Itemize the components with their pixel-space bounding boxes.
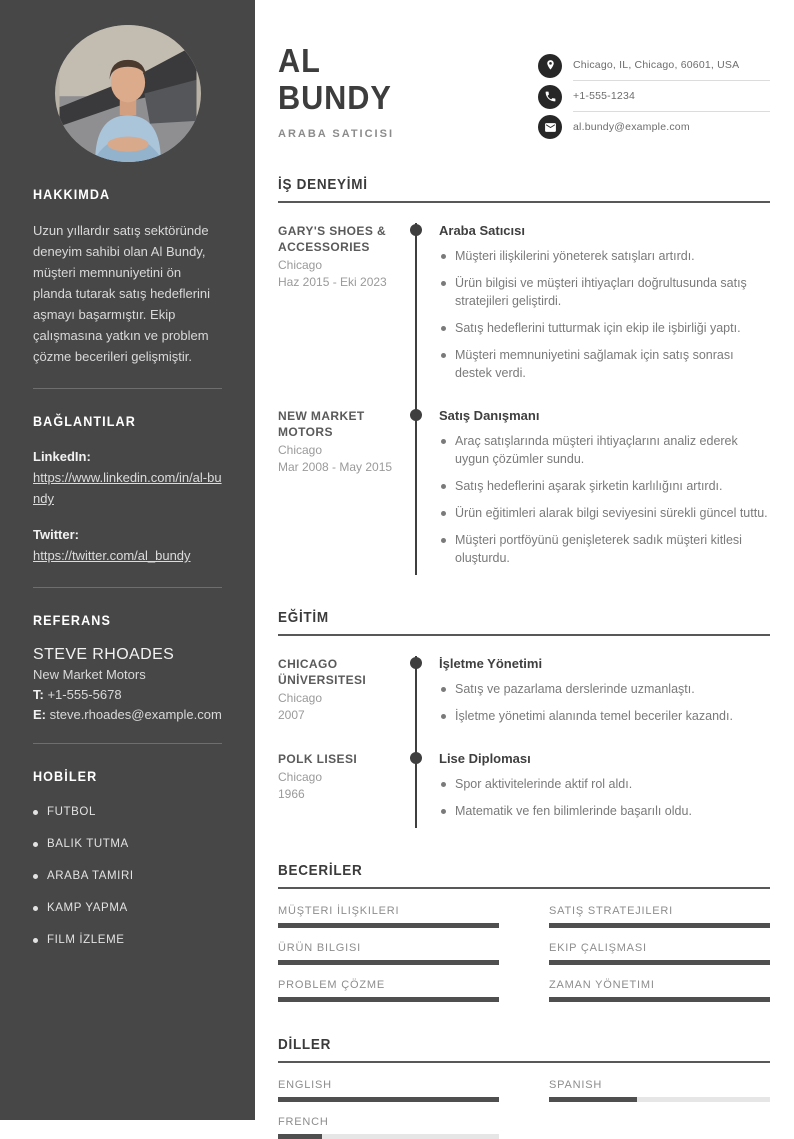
degree-title: İşletme Yönetimi <box>439 656 543 671</box>
contact-block <box>538 50 770 142</box>
email-icon <box>538 115 562 139</box>
hobbies-heading: HOBİLER <box>33 768 98 784</box>
language-meter <box>278 1116 499 1139</box>
skill-meter <box>278 942 499 965</box>
company-location: Chicago <box>278 443 323 457</box>
skill-bar <box>549 960 770 965</box>
school-location: Chicago <box>278 691 323 705</box>
skill-meter <box>549 979 770 1002</box>
sidebar <box>0 0 255 1120</box>
main-content <box>255 0 794 1128</box>
skill-label: MÜŞTERI İLIŞKILERI <box>278 905 400 917</box>
about-heading: HAKKIMDA <box>33 186 111 202</box>
skill-meter <box>278 905 499 928</box>
reference-heading: REFERANS <box>33 612 111 628</box>
skill-bar-fill <box>549 960 770 965</box>
first-name: AL <box>278 42 321 79</box>
education-entry <box>278 751 770 828</box>
skills-section <box>278 862 770 1002</box>
skill-bar <box>549 923 770 928</box>
link-item-linkedin <box>33 446 222 509</box>
name-block <box>278 42 400 142</box>
experience-body <box>278 223 770 575</box>
skill-label: PROBLEM ÇÖZME <box>278 979 385 991</box>
skill-bar-fill <box>278 997 499 1002</box>
bullet-item: Satış hedeflerini aşarak şirketin karlılığını artırdı. <box>439 477 770 495</box>
experience-entry-meta <box>278 408 415 575</box>
education-entry-detail <box>415 751 770 828</box>
bullet-item: Araç satışlarında müşteri ihtiyaçlarını analiz ederek uygun çözümler sundu. <box>439 432 770 468</box>
skill-label: ÜRÜN BILGISI <box>278 942 361 954</box>
skills-heading-rule <box>278 862 770 889</box>
hobby-item: FILM İZLEME <box>33 934 222 946</box>
contact-location-text: Chicago, IL, Chicago, 60601, USA <box>573 50 770 81</box>
language-bar <box>278 1134 499 1139</box>
company-location: Chicago <box>278 258 323 272</box>
hobby-item: KAMP YAPMA <box>33 902 222 914</box>
school-name: POLK LISESI <box>278 752 358 766</box>
bullet-item: Ürün eğitimleri alarak bilgi seviyesini sürekli güncel tuttu. <box>439 504 770 522</box>
reference-email-label: E: <box>33 707 46 722</box>
experience-heading-rule <box>278 176 770 203</box>
degree-bullets <box>439 775 770 820</box>
experience-entry-meta <box>278 223 415 408</box>
school-location: Chicago <box>278 770 323 784</box>
education-entry-meta <box>278 751 415 828</box>
bullet-item: Matematik ve fen bilimlerinde başarılı oldu. <box>439 802 770 820</box>
about-text: Uzun yıllardır satış sektöründe deneyim sahibi olan Al Bundy, müşteri memnuniyetini ön planda tutarak satış hedeflerini aşmayı başarmıştır. Ekip çalışmasına yatkın ve problem çözme becerileri gelişmiştir. <box>33 223 211 364</box>
education-entry-detail <box>415 656 770 751</box>
education-entry-meta <box>278 656 415 751</box>
profile-photo <box>55 25 201 162</box>
sidebar-divider <box>33 743 222 744</box>
skill-bar-fill <box>278 960 499 965</box>
reference-email-value: steve.rhoades@example.com <box>49 707 222 722</box>
profile-photo-illustration <box>55 25 201 162</box>
skill-bar <box>278 923 499 928</box>
language-bar <box>278 1097 499 1102</box>
experience-section <box>278 176 770 575</box>
bullet-item: Satış hedeflerini tutturmak için ekip ile işbirliği yaptı. <box>439 319 770 337</box>
language-label: FRENCH <box>278 1116 329 1128</box>
company-name: GARY'S SHOES & ACCESSORIES <box>278 224 387 254</box>
language-bar-fill <box>278 1134 322 1139</box>
role-bullets <box>439 432 770 567</box>
language-bar-fill <box>549 1097 637 1102</box>
linkedin-label: LinkedIn: <box>33 449 91 464</box>
hobby-list <box>33 806 222 946</box>
skill-bar-fill <box>278 923 499 928</box>
reference-email <box>33 707 222 722</box>
skills-heading: BECERİLER <box>278 862 363 879</box>
role-title: Araba Satıcısı <box>439 223 525 238</box>
experience-heading: İŞ DENEYİMİ <box>278 176 368 193</box>
skill-meter <box>278 979 499 1002</box>
language-label: SPANISH <box>549 1079 603 1091</box>
reference-section <box>33 612 222 722</box>
language-meter <box>549 1079 770 1102</box>
languages-heading: DİLLER <box>278 1036 332 1053</box>
bullet-item: Ürün bilgisi ve müşteri ihtiyaçları doğrultusunda satış stratejileri geliştirdi. <box>439 274 770 310</box>
employment-dates: Haz 2015 - Eki 2023 <box>278 275 387 289</box>
contact-row-location <box>538 50 770 81</box>
skill-meter <box>549 942 770 965</box>
graduation-year: 2007 <box>278 708 305 722</box>
school-name: CHICAGO ÜNİVERSITESI <box>278 657 367 687</box>
company-name: NEW MARKET MOTORS <box>278 409 365 439</box>
education-section <box>278 609 770 828</box>
language-bar <box>549 1097 770 1102</box>
bullet-item: Müşteri ilişkilerini yöneterek satışları artırdı. <box>439 247 770 265</box>
sidebar-divider <box>33 587 222 588</box>
experience-entry-detail <box>415 408 770 575</box>
bullet-item: Spor aktivitelerinde aktif rol aldı. <box>439 775 770 793</box>
language-meter <box>278 1079 499 1102</box>
last-name: BUNDY <box>278 79 392 116</box>
skill-label: ZAMAN YÖNETIMI <box>549 979 655 991</box>
hobby-item: BALIK TUTMA <box>33 838 222 850</box>
hobby-item: FUTBOL <box>33 806 222 818</box>
linkedin-link[interactable]: https://www.linkedin.com/in/al-bundy <box>33 470 222 506</box>
about-section <box>33 186 222 367</box>
skill-bar-fill <box>549 997 770 1002</box>
language-bar-fill <box>278 1097 499 1102</box>
location-icon <box>538 54 562 78</box>
bullet-item: Müşteri portföyünü genişleterek sadık müşteri kitlesi oluşturdu. <box>439 531 770 567</box>
languages-section <box>278 1036 770 1139</box>
skill-bar-fill <box>549 923 770 928</box>
twitter-label: Twitter: <box>33 527 79 542</box>
skill-label: EKIP ÇALIŞMASI <box>549 942 647 954</box>
links-section <box>33 413 222 566</box>
degree-bullets <box>439 680 770 725</box>
role-bullets <box>439 247 770 382</box>
link-item-twitter <box>33 524 222 566</box>
languages-heading-rule <box>278 1036 770 1063</box>
hobby-item: ARABA TAMIRI <box>33 870 222 882</box>
skill-label: SATIŞ STRATEJILERI <box>549 905 674 917</box>
contact-row-email <box>538 112 770 142</box>
contact-row-phone <box>538 81 770 112</box>
twitter-link[interactable]: https://twitter.com/al_bundy <box>33 548 191 563</box>
skill-meter <box>549 905 770 928</box>
role-title: Satış Danışmanı <box>439 408 540 423</box>
skill-bar <box>549 997 770 1002</box>
employment-dates: Mar 2008 - May 2015 <box>278 460 393 474</box>
bullet-item: Satış ve pazarlama derslerinde uzmanlaştı. <box>439 680 770 698</box>
phone-icon <box>538 85 562 109</box>
contact-phone-text: +1-555-1234 <box>573 81 770 112</box>
links-heading: BAĞLANTILAR <box>33 413 136 429</box>
contact-email-text: al.bundy@example.com <box>573 121 690 133</box>
education-heading-rule <box>278 609 770 636</box>
job-title: ARABA SATICISI <box>278 128 394 140</box>
education-body <box>278 656 770 828</box>
languages-grid <box>278 1079 770 1139</box>
reference-name: STEVE RHOADES <box>33 646 175 663</box>
skills-grid <box>278 905 770 1002</box>
skill-bar <box>278 960 499 965</box>
bullet-item: Müşteri memnuniyetini sağlamak için satış sonrası destek verdi. <box>439 346 770 382</box>
degree-title: Lise Diploması <box>439 751 531 766</box>
reference-phone <box>33 687 222 702</box>
experience-entry <box>278 223 770 408</box>
sidebar-divider <box>33 388 222 389</box>
reference-phone-value: +1-555-5678 <box>47 687 122 702</box>
reference-phone-label: T: <box>33 687 44 702</box>
education-entry <box>278 656 770 751</box>
experience-entry-detail <box>415 223 770 408</box>
education-heading: EĞİTİM <box>278 609 329 626</box>
bullet-item: İşletme yönetimi alanında temel beceriler kazandı. <box>439 707 770 725</box>
hobbies-section <box>33 768 222 946</box>
language-label: ENGLISH <box>278 1079 332 1091</box>
experience-entry <box>278 408 770 575</box>
resume-header <box>278 42 770 142</box>
reference-company: New Market Motors <box>33 667 146 682</box>
skill-bar <box>278 997 499 1002</box>
graduation-year: 1966 <box>278 787 305 801</box>
